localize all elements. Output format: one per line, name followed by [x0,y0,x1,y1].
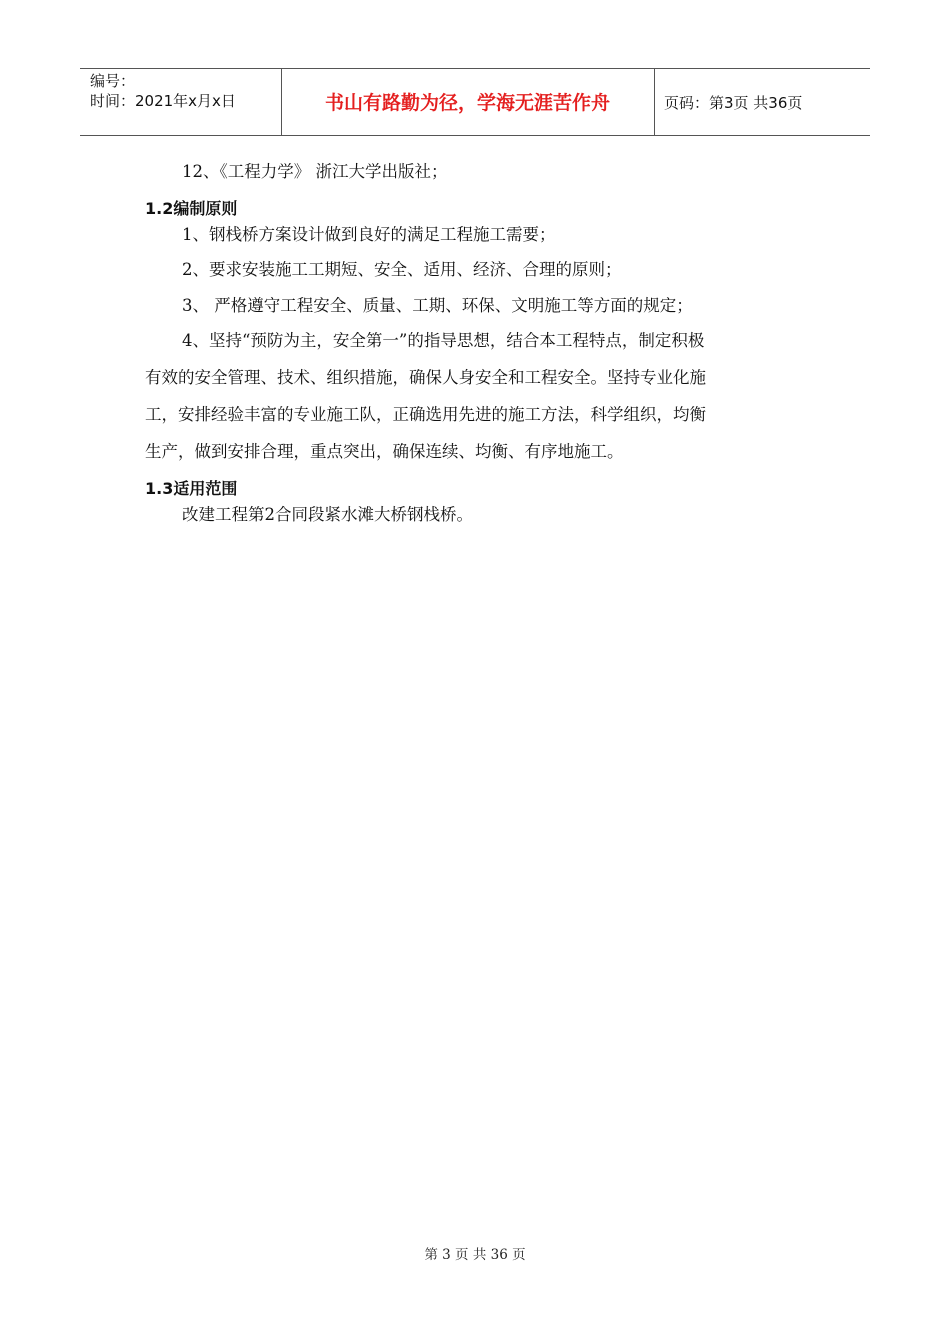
header-page-info: 页码：第3页 共36页 [664,94,803,112]
list-item: 1、钢栈桥方案设计做到良好的满足工程施工需要； [182,225,556,244]
list-item-line: 有效的安全管理、技术、组织措施，确保人身安全和工程安全。坚持专业化施 [145,368,706,387]
page-footer: 第 3 页 共 36 页 [424,1247,526,1263]
section-heading: 1.2编制原则 [145,199,238,218]
header-divider [654,69,655,135]
list-item: 2、要求安装施工工期短、安全、适用、经济、合理的原则； [182,260,622,279]
scope-text: 改建工程第2合同段紧水滩大桥钢栈桥。 [182,505,473,524]
list-item-line: 生产，做到安排合理，重点突出，确保连续、均衡、有序地施工。 [145,442,624,461]
header-motto: 书山有路勤为径，学海无涯苦作舟 [324,92,610,114]
page-header [80,68,870,136]
document-date-label: 时间：2021年x月x日 [90,92,236,110]
list-item-line: 工，安排经验丰富的专业施工队，正确选用先进的施工方法，科学组织，均衡 [145,405,706,424]
reference-item: 12、《工程力学》 浙江大学出版社； [182,162,448,181]
list-item: 3、 严格遵守工程安全、质量、工期、环保、文明施工等方面的规定； [182,296,693,315]
section-heading: 1.3适用范围 [145,479,238,498]
document-id-label: 编号： [90,72,136,90]
list-item-line: 4、坚持“预防为主，安全第一”的指导思想，结合本工程特点，制定积极 [182,331,705,350]
